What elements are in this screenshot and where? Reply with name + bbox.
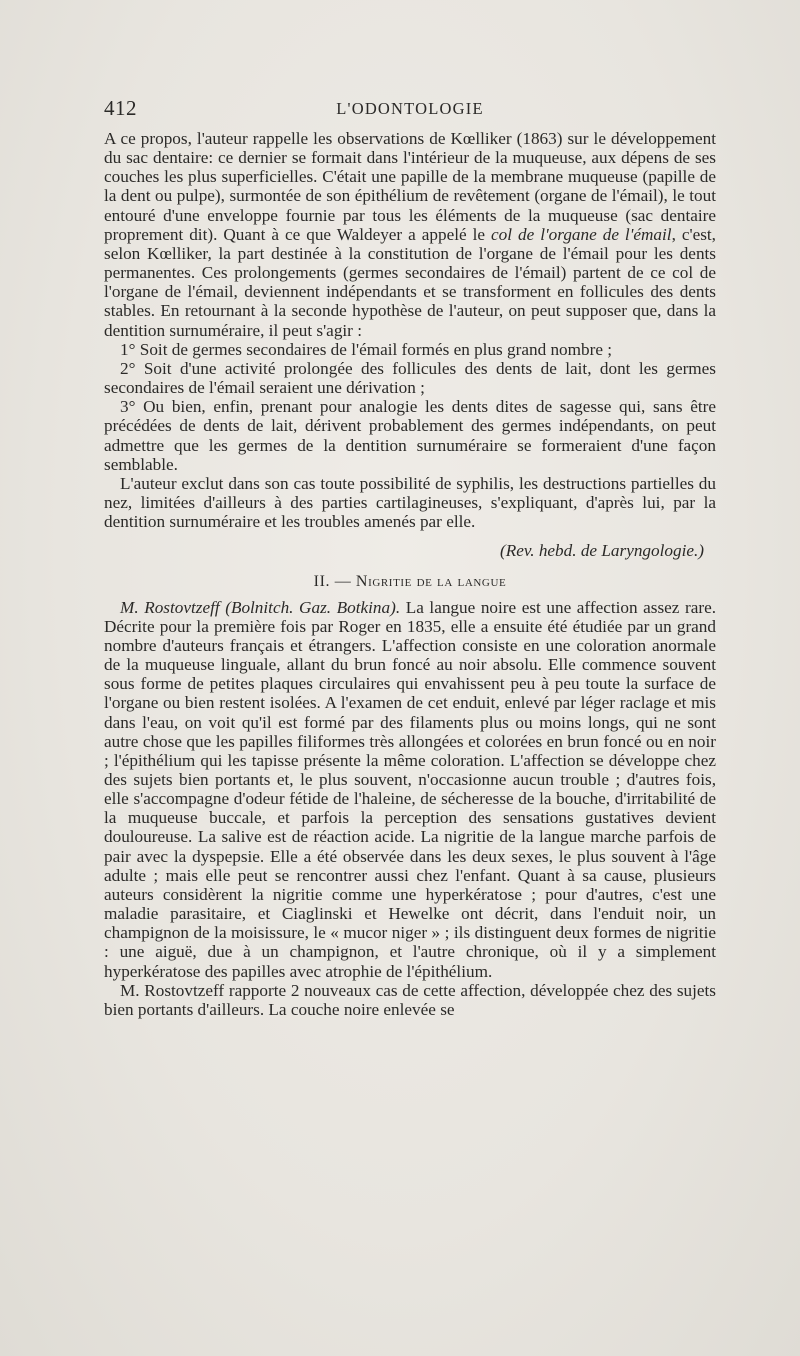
list-item-2: 2° Soit d'une activité prolongée des follicules des dents de lait, dont les germes secondaires de l'émail seraient une dérivation ; <box>104 358 716 398</box>
section-title <box>104 572 716 591</box>
paragraph-rostovtzeff: M. Rostovtzeff rapporte 2 nouveaux cas de cette affection, développée chez des sujets bien portants d'ailleurs. La couche noire enlevée se <box>104 980 716 1019</box>
citation <box>104 541 716 560</box>
paragraph-conclusion: L'auteur exclut dans son cas toute possibilité de syphilis, les destructions partielles du nez, limitées d'ailleurs à des parties cartilagineuses, s'expliquant, d'après lui, par la dentition surnuméraire et les troubles amenés par elle. <box>104 473 716 532</box>
text-run: , c'est, selon Kœlliker, la part destinée à la constitution de l'organe de l'émail pour les dents permanentes. Ces prolongements (germes secondaires de l'émail) partent de ce col de l'organe de l'émail, deviennent indépendants et se transforment en follicules des dents stables. En retournant à la seconde hypothèse de l'auteur, on peut supposer que, dans la dentition surnuméraire, il peut s'agir : <box>104 224 716 340</box>
section-title-text: II. — Nigritie de la langue <box>313 573 507 591</box>
author-name: M. Rostovtzeff <box>120 597 220 617</box>
paragraph-kolliker <box>104 129 716 340</box>
page-number: 412 <box>104 96 137 120</box>
citation-text: (Rev. hebd. de Laryngologie.) <box>500 541 704 561</box>
list-item-3: 3° Ou bien, enfin, prenant pour analogie les dents dites de sagesse qui, sans être précédées de dents de lait, dérivent probablement des germes indépendants, on peut admettre que les germes de la dentition surnuméraire se formeraient d'une façon semblable. <box>104 397 716 474</box>
paragraph-nigritie <box>104 598 716 981</box>
page-header <box>104 96 716 122</box>
italic-term: col de l'organe de l'émail <box>491 224 672 244</box>
article-body <box>104 129 716 1019</box>
text-run: A ce propos, l'auteur rappelle les observations de Kœlliker (1863) sur le développement du sac dentaire: ce dernier se formait dans l'intérieur de la muqueuse, aux dépens de ses couches les plus superficielles. C'était une papille de la membrane muqueuse (papille de la dent ou pulpe), surmontée de son épithélium de revêtement (organe de l'émail), le tout entouré d'une enveloppe fournie par tous les éléments de la muqueuse (sac dentaire proprement dit). Quant à ce que Waldeyer a appelé le <box>104 129 716 244</box>
running-title: L'ODONTOLOGIE <box>336 99 484 118</box>
source-reference: (Bolnitch. Gaz. Botkina). <box>225 597 401 617</box>
list-item-1: 1° Soit de germes secondaires de l'émail formés en plus grand nombre ; <box>120 339 613 359</box>
text-run: La langue noire est une affection assez rare. Décrite pour la première fois par Roger en 1835, elle a ensuite été étudiée par un grand nombre d'auteurs français et étrangers. L'affection consiste en une coloration anormale de la muqueuse linguale, allant du brun foncé au noir absolu. Elle commence souvent sous forme de petites plaques circulaires qui envahissent peu à peu toute la surface de l'organe ou bien restent isolées. A l'examen de cet enduit, enlevé par léger raclage et mis dans l'eau, on voit qu'il est formé par des filaments plus ou moins longs, qui ne sont autre chose que les papilles filiformes très allongées et colorées en brun foncé ou en noir ; l'épithélium qui les tapisse présente la même coloration. L'affection se développe chez des sujets bien portants et, le plus souvent, n'occasionne aucun trouble ; d'autres fois, elle s'accompagne d'odeur fétide de l'haleine, de sécheresse de la bouche, d'irritabilité de la muqueuse buccale, et parfois la perception des sensations gustatives devient douloureuse. La salive est de réaction acide. La nigritie de la langue marche parfois de pair avec la dyspepsie. Elle a été observée dans les deux sexes, le plus souvent à l'âge adulte ; mais elle peut se rencontrer aussi chez l'enfant. Quant à sa cause, plusieurs auteurs considèrent la nigritie comme une hyperkératose ; pour d'autres, c'est une maladie parasitaire, et Ciaglinski et Hewelke ont décrit, dans l'enduit noir, un champignon de la moisissure, le « mucor niger » ; ils distinguent deux formes de nigritie : une aiguë, due à un champignon, et l'autre chronique, où il y a simplement hyperkératose des papilles avec atrophie de l'épithélium. <box>104 597 716 981</box>
